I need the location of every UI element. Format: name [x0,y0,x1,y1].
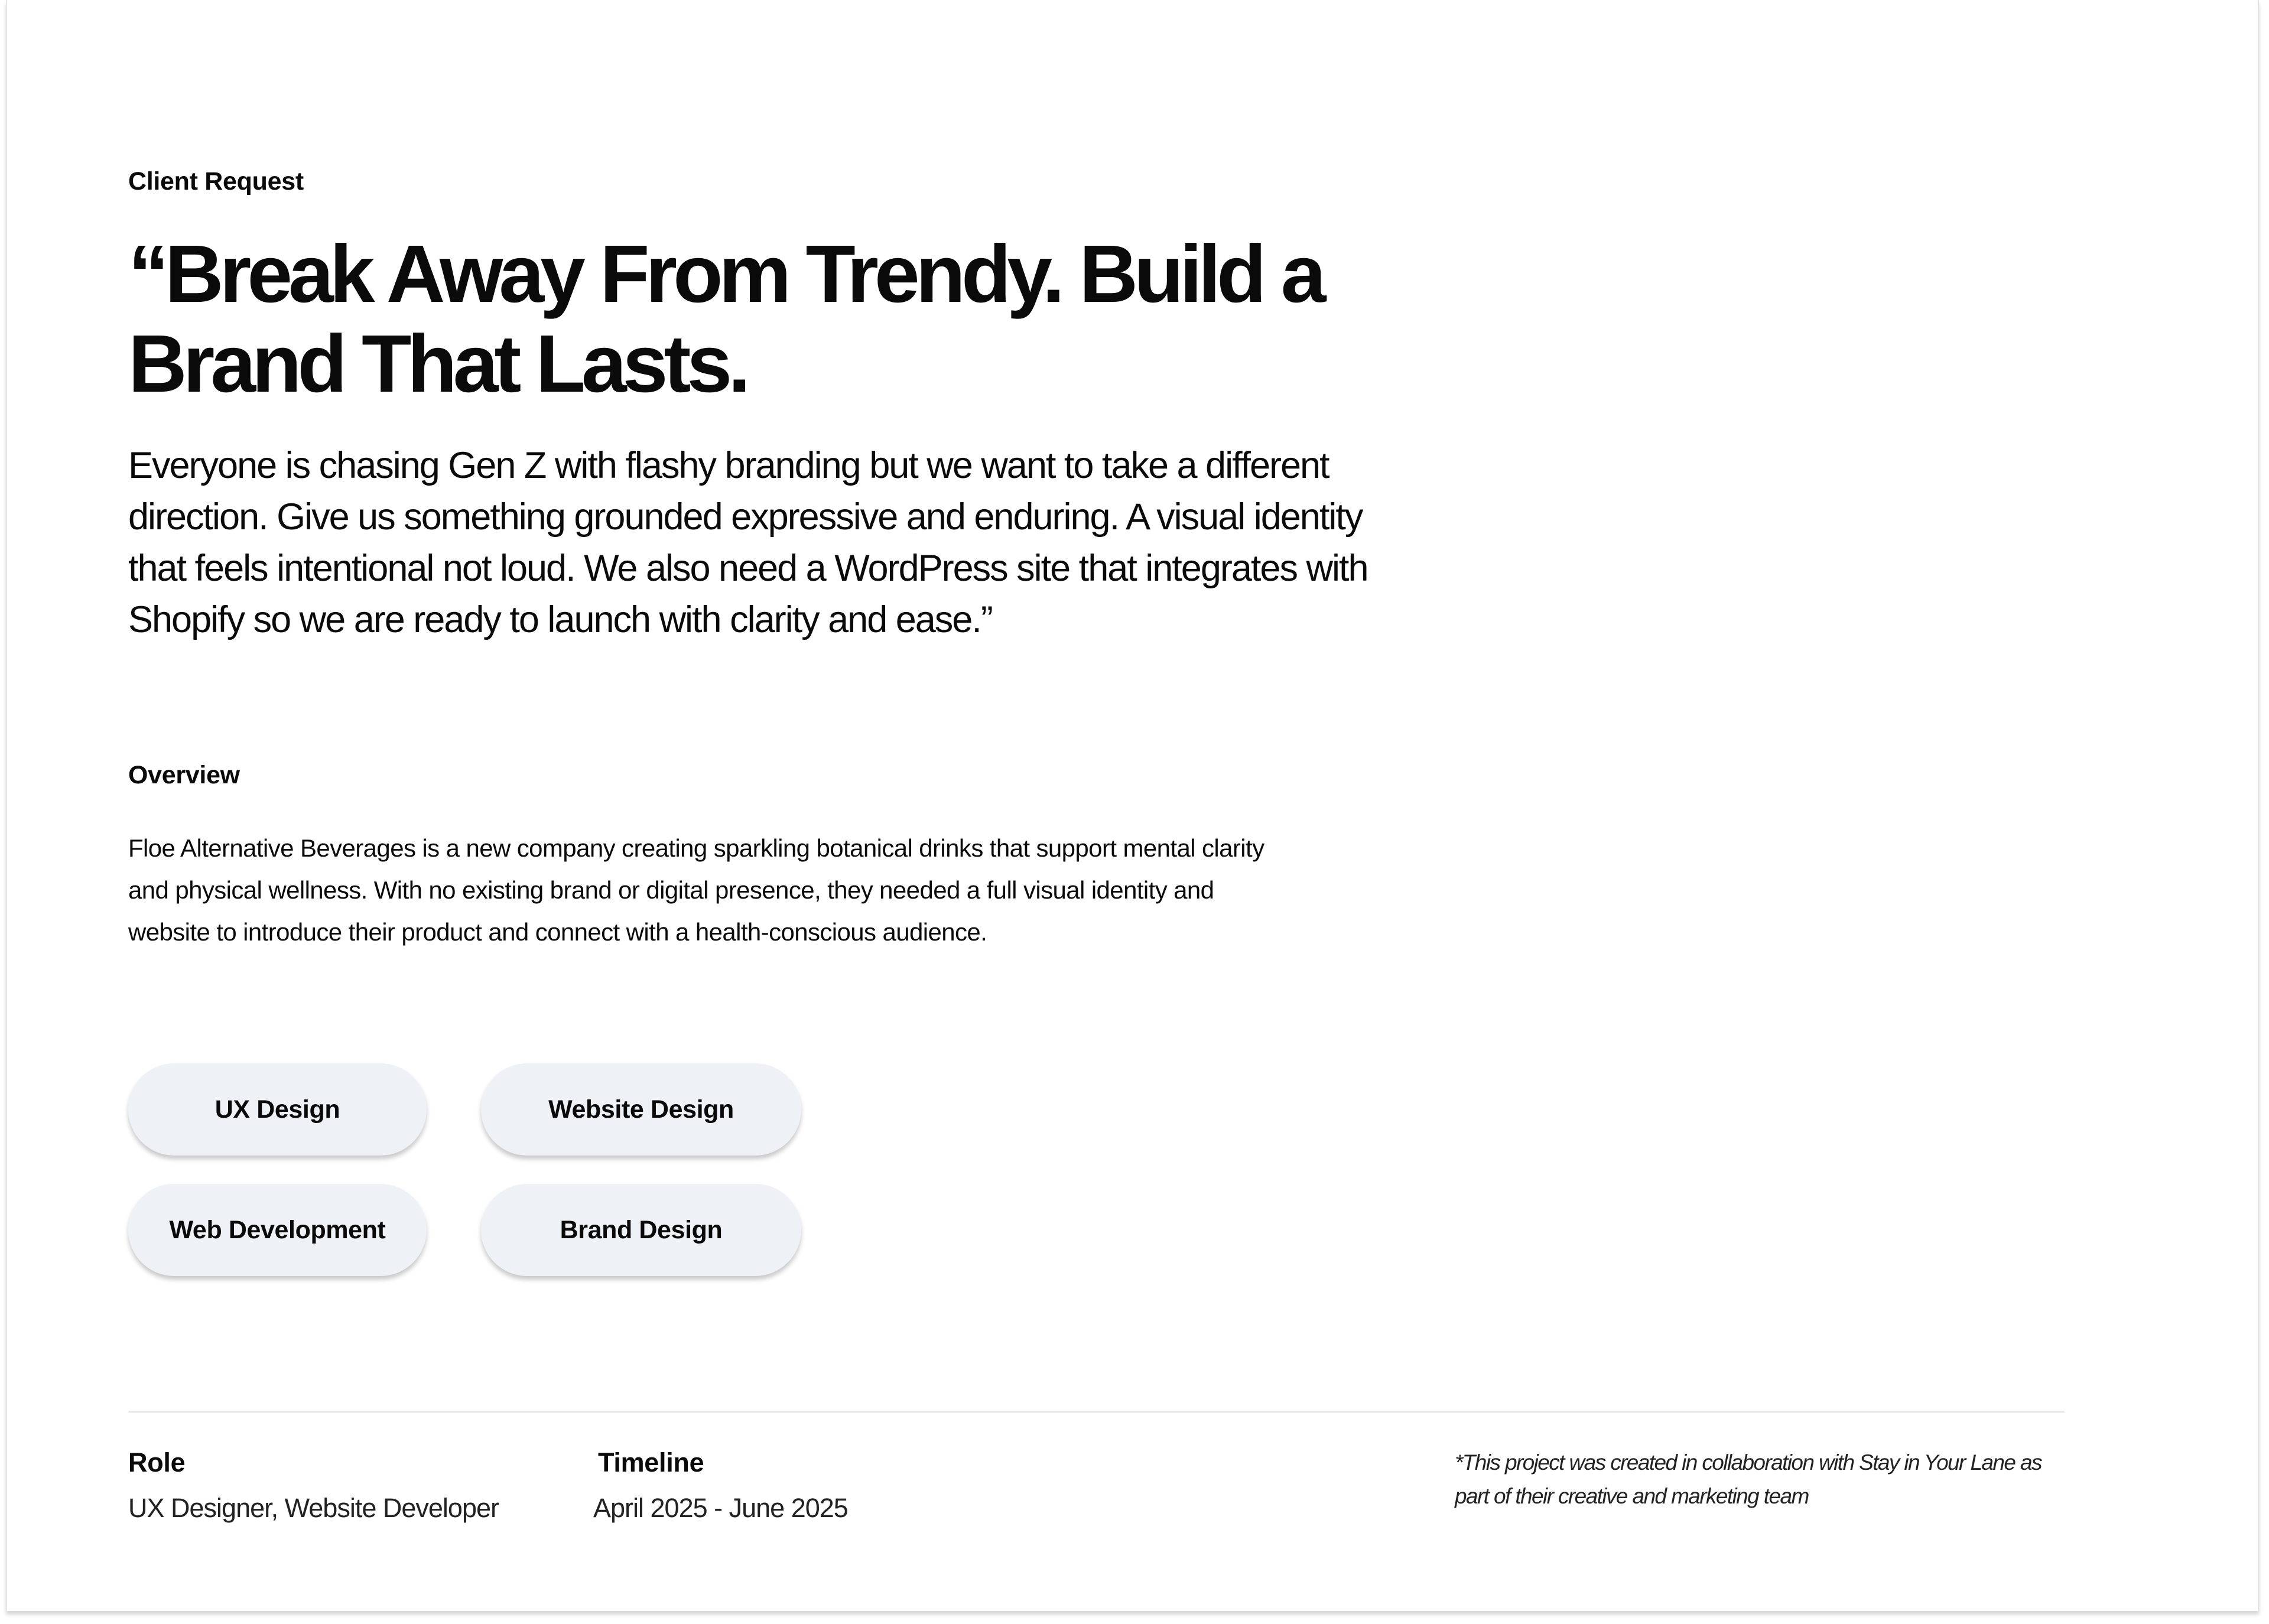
tag-website-design[interactable]: Website Design [481,1063,801,1156]
collaboration-note: *This project was created in collaboration with Stay in Your Lane as part of their creative and marketing team [1455,1450,2042,1508]
case-study-card [6,0,2259,1611]
overview-label: Overview [128,761,240,789]
overview-text: Floe Alternative Beverages is a new company creating sparkling botanical drinks that support mental clarity and physical wellness. With no existing brand or digital presence, they needed a full visual identity and website to introduce their product and connect with a health-conscious audience. [128,834,1264,946]
headline: “Break Away From Trendy. Build a Brand That Lasts. [128,229,1322,409]
timeline-value: April 2025 - June 2025 [593,1493,848,1523]
role-value: UX Designer, Website Developer [128,1493,499,1523]
client-request-label: Client Request [128,167,304,196]
timeline-label: Timeline [598,1447,704,1477]
client-quote: Everyone is chasing Gen Z with flashy branding but we want to take a different direction. Give us something grounded expressive and enduring. A visual identity that feels intentional not loud. We also need a WordPress site that integrates with Shopify so we are ready to launch with clarity and ease.” [128,445,1368,640]
role-label: Role [128,1447,186,1477]
tag-web-development[interactable]: Web Development [128,1184,427,1276]
tag-ux-design[interactable]: UX Design [128,1063,427,1156]
divider [128,1411,2065,1413]
tag-brand-design[interactable]: Brand Design [481,1184,801,1276]
